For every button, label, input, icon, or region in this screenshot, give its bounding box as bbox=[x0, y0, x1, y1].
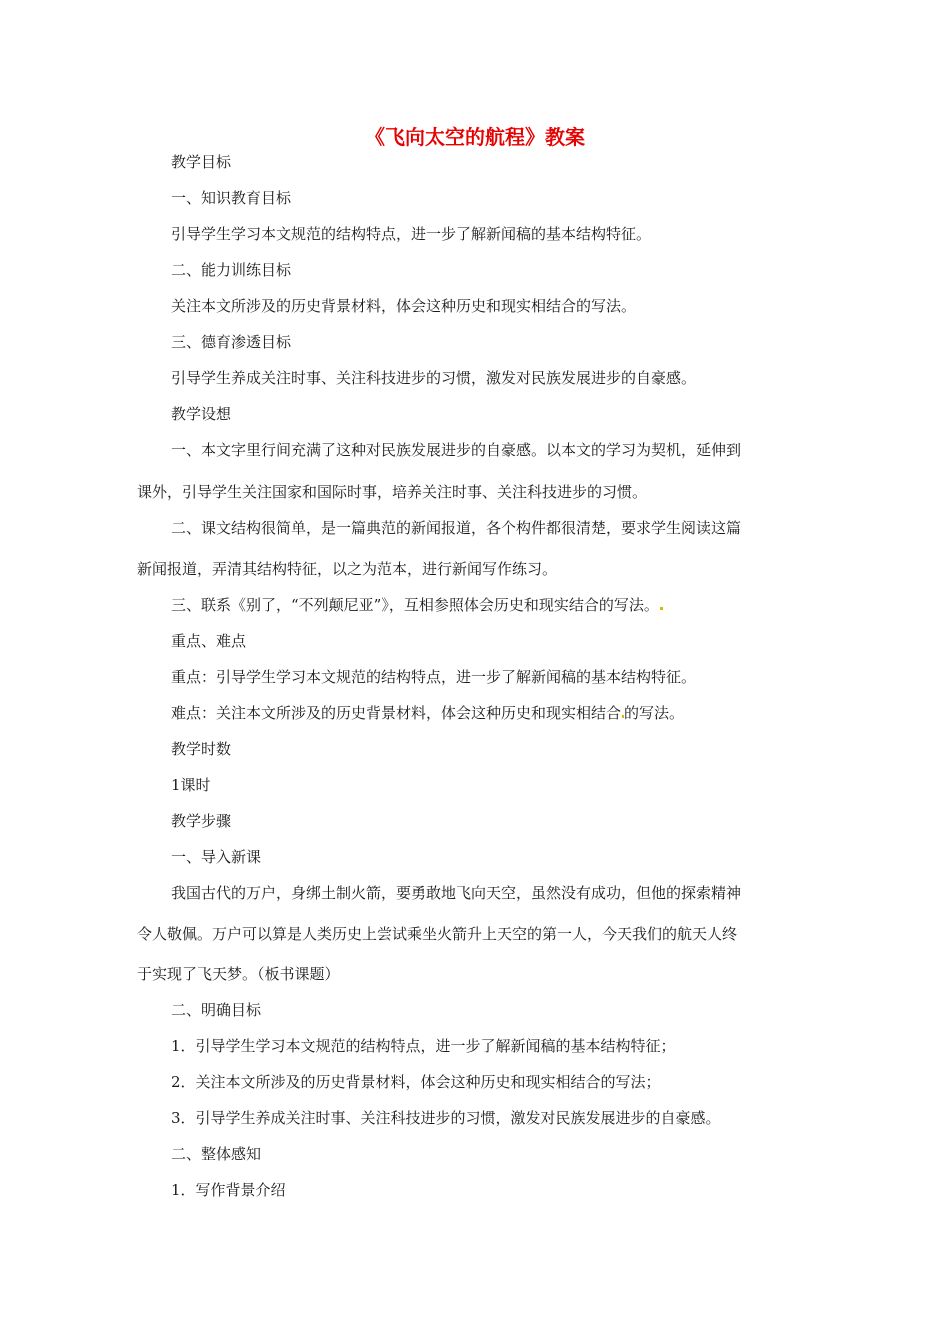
paragraph-text: 三、联系《别了，“不列颠尼亚”》，互相参照体会历史和现实结合的写法。 bbox=[171, 596, 659, 614]
heading-key-points: 重点、难点 bbox=[171, 632, 247, 650]
paragraph-line: 令人敬佩。万户可以算是人类历史上尝试乘坐火箭升上天空的第一人，今天我们的航天人终 bbox=[137, 925, 738, 943]
list-item: 3．引导学生养成关注时事、关注科技进步的习惯，激发对民族发展进步的自豪感。 bbox=[171, 1109, 721, 1127]
highlight-dot bbox=[660, 607, 663, 610]
document-title: 《飞向太空的航程》教案 bbox=[365, 125, 585, 149]
heading-ability-objective: 二、能力训练目标 bbox=[171, 261, 292, 279]
paragraph-line: 新闻报道，弄清其结构特征，以之为范本，进行新闻写作练习。 bbox=[137, 560, 558, 578]
paragraph-line: 重点：引导学生学习本文规范的结构特点，进一步了解新闻稿的基本结构特征。 bbox=[171, 668, 697, 686]
heading-overall-perception: 二、整体感知 bbox=[171, 1145, 262, 1163]
paragraph-text: 的写法。 bbox=[624, 704, 685, 722]
heading-knowledge-objective: 一、知识教育目标 bbox=[171, 189, 292, 207]
heading-teaching-objectives: 教学目标 bbox=[171, 153, 232, 171]
paragraph-line: 引导学生学习本文规范的结构特点，进一步了解新闻稿的基本结构特征。 bbox=[171, 225, 652, 243]
paragraph-line-with-mark bbox=[171, 703, 684, 723]
paragraph-line: 课外，引导学生关注国家和国际时事，培养关注时事、关注科技进步的习惯。 bbox=[137, 483, 648, 501]
heading-teaching-steps: 教学步骤 bbox=[171, 812, 232, 830]
paragraph-line: 引导学生养成关注时事、关注科技进步的习惯，激发对民族发展进步的自豪感。 bbox=[171, 369, 697, 387]
paragraph-line: 我国古代的万户，身绑土制火箭，要勇敢地飞向天空，虽然没有成功，但他的探索精神 bbox=[171, 884, 742, 902]
heading-teaching-concept: 教学设想 bbox=[171, 405, 232, 423]
paragraph-line: 关注本文所涉及的历史背景材料，体会这种历史和现实相结合的写法。 bbox=[171, 297, 637, 315]
paragraph-text: 难点：关注本文所涉及的历史背景材料，体会这种历史和现实相结合 bbox=[171, 704, 622, 722]
heading-introduction: 一、导入新课 bbox=[171, 848, 262, 866]
list-item: 2．关注本文所涉及的历史背景材料，体会这种历史和现实相结合的写法； bbox=[171, 1073, 661, 1091]
paragraph-line: 二、课文结构很简单，是一篇典范的新闻报道，各个构件都很清楚，要求学生阅读这篇 bbox=[171, 519, 742, 537]
heading-moral-objective: 三、德育渗透目标 bbox=[171, 333, 292, 351]
heading-class-hours: 教学时数 bbox=[171, 740, 232, 758]
heading-clarify-objectives: 二、明确目标 bbox=[171, 1001, 262, 1019]
list-item: 1．引导学生学习本文规范的结构特点，进一步了解新闻稿的基本结构特征； bbox=[171, 1037, 676, 1055]
paragraph-line: 1课时 bbox=[171, 776, 211, 794]
paragraph-line: 一、本文字里行间充满了这种对民族发展进步的自豪感。以本文的学习为契机，延伸到 bbox=[171, 441, 742, 459]
paragraph-line: 于实现了飞天梦。（板书课题） bbox=[137, 965, 340, 983]
list-item: 1．写作背景介绍 bbox=[171, 1181, 286, 1199]
paragraph-line-with-mark bbox=[171, 595, 664, 615]
